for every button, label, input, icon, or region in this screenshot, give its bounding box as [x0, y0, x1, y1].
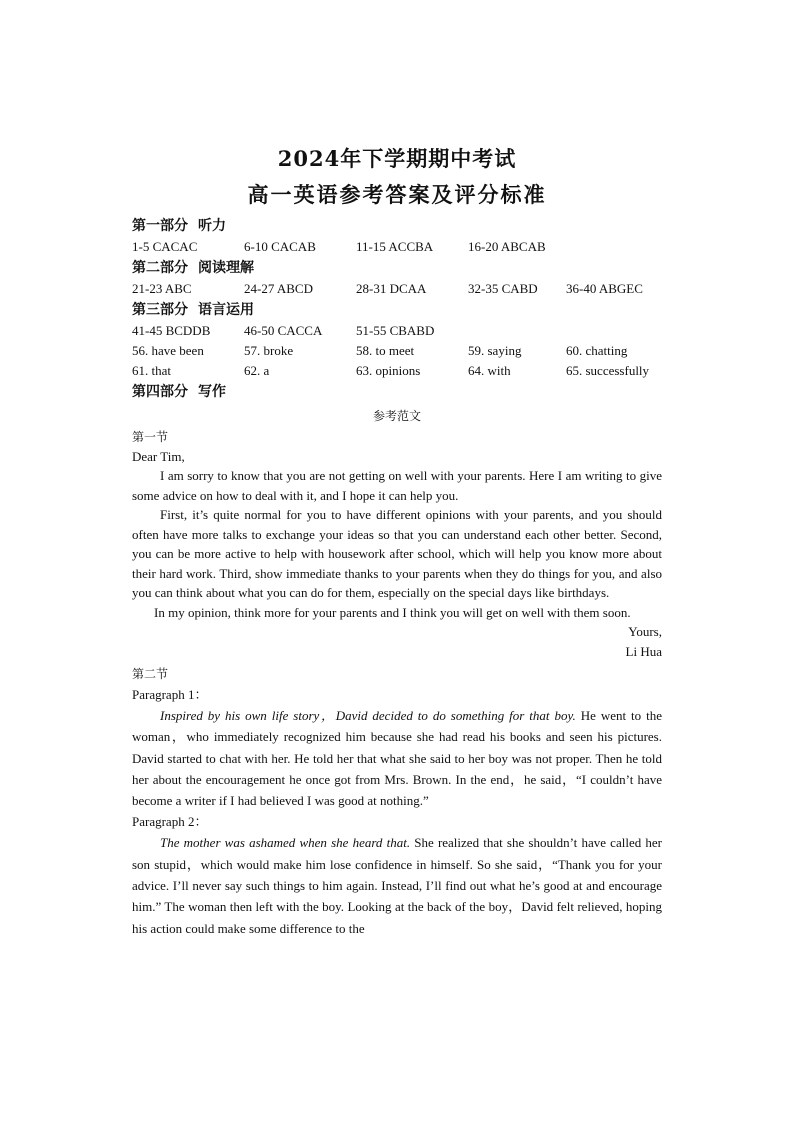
part1-name: 听力 — [198, 218, 226, 234]
answer-cell: 41-45 BCDDB — [132, 323, 211, 338]
sample-essay-title: 参考范文 — [372, 409, 421, 423]
answer-cell: 28-31 DCAA — [356, 281, 427, 296]
answer-cell: 46-50 CACCA — [244, 323, 323, 338]
paragraph1-lead-sentence: Inspired by his own life story，David decided to do something for that boy. — [160, 708, 576, 723]
answer-cell: 63. opinions — [356, 363, 421, 378]
answer-cell: 58. to meet — [356, 343, 415, 358]
letter-signature: Li Hua — [625, 644, 662, 659]
part3-answers-row1 — [132, 321, 662, 341]
letter-greeting: Dear Tim, — [132, 449, 185, 464]
paragraph2-body: She realized that she shouldn’t have called her son stupid，which would make him lose confidence in himself. So she said，“Thank you for your advice. I’ll never say such things to him again. Instead, I’ll find out what he’s good at and encourage him.” The woman then left with the boy. Looking at the back of the boy，David felt relieved, hoping his action could make some difference to the — [132, 835, 662, 936]
answer-cell: 16-20 ABCAB — [468, 239, 546, 254]
section1-label: 第一节 — [132, 430, 169, 444]
letter-paragraph-2: First, it’s quite normal for you to have different opinions with your parents, and you should often have more talks to exchange your ideas so that you can understand each other better. Second, you can be more active to help with housework after school, which will help you know more about their hard work. Third, show immediate thanks to your parents when they do things for you, and also you can think about what you can do for them, especially on the special days like birthdays. — [132, 507, 662, 600]
answer-cell: 56. have been — [132, 343, 204, 358]
letter-paragraph-3: In my opinion, think more for your parents and I think you will get on well with them soon. — [154, 604, 631, 620]
answer-cell: 62. a — [244, 363, 270, 378]
answer-cell: 59. saying — [468, 343, 522, 358]
part2-heading — [132, 257, 662, 279]
answer-cell: 21-23 ABC — [132, 281, 192, 296]
answer-cell: 64. with — [468, 363, 511, 378]
answer-key-title: 高一英语参考答案及评分标准 — [247, 183, 547, 207]
part4-heading — [132, 381, 662, 403]
part4-name: 写作 — [198, 384, 226, 400]
part3-name: 语言运用 — [198, 302, 254, 318]
part3-answers-row3 — [132, 361, 662, 381]
part3-heading — [132, 299, 662, 321]
section2-label: 第二节 — [132, 667, 169, 681]
part3-answers-row2 — [132, 341, 662, 361]
answer-cell: 1-5 CACAC — [132, 239, 198, 254]
part2-name: 阅读理解 — [198, 260, 254, 276]
part1-heading — [132, 215, 662, 237]
answer-content — [132, 215, 662, 939]
part2-number: 第二部分 — [132, 260, 188, 276]
part4-number: 第四部分 — [132, 384, 188, 400]
exam-title: 2024年下学期期中考试 — [277, 146, 517, 171]
answer-cell: 11-15 ACCBA — [356, 239, 434, 254]
story-paragraph-2 — [132, 832, 662, 938]
paragraph2-lead-sentence: The mother was ashamed when she heard that. — [160, 835, 411, 851]
answer-cell: 61. that — [132, 363, 171, 378]
paragraph2-label: Paragraph 2： — [132, 814, 208, 830]
part1-number: 第一部分 — [132, 218, 188, 234]
part3-number: 第三部分 — [132, 302, 188, 318]
answer-cell: 36-40 ABGEC — [566, 281, 643, 296]
story-paragraph-1 — [132, 705, 662, 811]
letter-closing: Yours, — [628, 624, 662, 639]
answer-cell: 32-35 CABD — [468, 281, 538, 296]
letter-paragraph-1: I am sorry to know that you are not getting on well with your parents. Here I am writing to give some advice on how to deal with it, and I hope it can help you. — [132, 468, 662, 503]
answer-cell: 6-10 CACAB — [244, 239, 316, 254]
part2-answers — [132, 279, 662, 299]
paragraph1-body: He went to the woman，who immediately recognized him because she had read his books and seen his pictures. David started to chat with her. He told her that what she said to her boy was not proper. Then he told her about the encouragement he once got from Mrs. Brown. In the end，he said，“I couldn’t have become a writer if I had believed I was good at nothing.” — [132, 708, 662, 809]
answer-cell: 65. successfully — [566, 363, 650, 378]
part1-answers — [132, 237, 662, 257]
answer-cell: 60. chatting — [566, 343, 628, 358]
answer-cell: 51-55 CBABD — [356, 323, 435, 338]
paragraph1-label: Paragraph 1： — [132, 687, 208, 702]
answer-cell: 57. broke — [244, 343, 294, 358]
answer-cell: 24-27 ABCD — [244, 281, 313, 296]
